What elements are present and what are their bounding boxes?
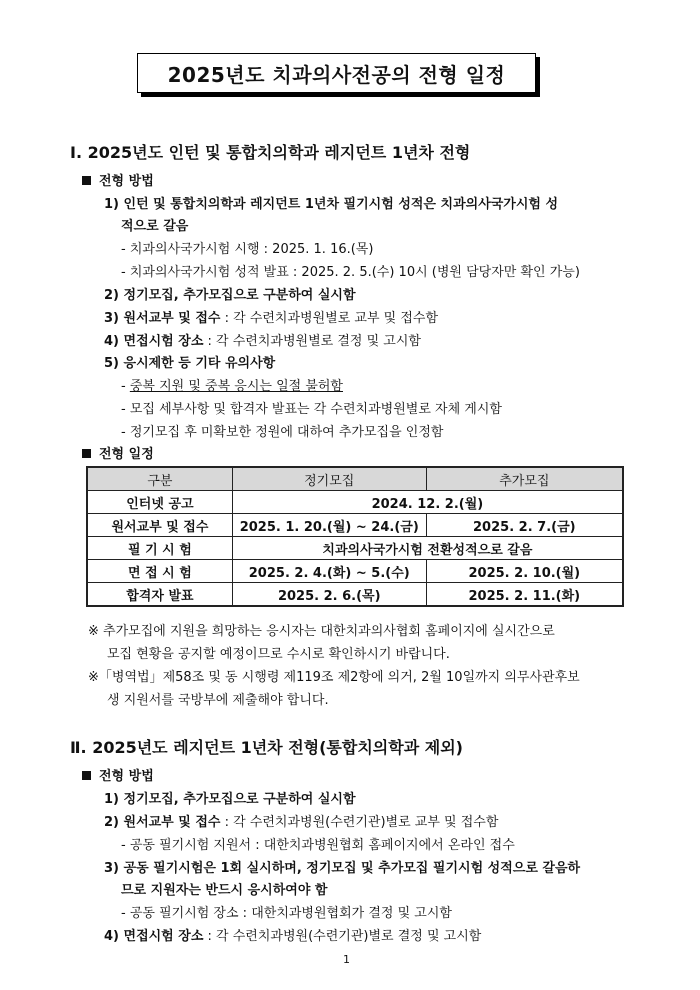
regular-cell: 2025. 2. 6.(목) (232, 583, 426, 607)
s1-item5-sub1: - 중복 지원 및 중복 응시는 일절 불허함 (121, 379, 343, 394)
table-row (87, 537, 623, 560)
merged-cell: 치과의사국가시험 전환성적으로 갈음 (232, 537, 623, 560)
section1-schedule-heading: 전형 일정 (82, 443, 154, 462)
table-header-cell: 추가모집 (426, 467, 623, 491)
row-label: 필 기 시 험 (87, 537, 232, 560)
s1-item2: 2) 정기모집, 추가모집으로 구분하여 실시함 (104, 288, 356, 303)
square-bullet-icon (82, 176, 91, 185)
row-label: 인터넷 공고 (87, 491, 232, 514)
s2-item1: 1) 정기모집, 추가모집으로 구분하여 실시함 (104, 792, 356, 807)
regular-cell: 2025. 1. 20.(월) ~ 24.(금) (232, 514, 426, 537)
s2-item4: 4) 면접시험 장소 : 각 수련치과병원(수련기관)별로 결정 및 고시함 (104, 929, 482, 944)
s1-item1-sub2: - 치과의사국가시험 성적 발표 : 2025. 2. 5.(수) 10시 (병원 담당자만 확인 가능) (121, 265, 580, 280)
row-label: 합격자 발표 (87, 583, 232, 607)
s1-item5-sub3: - 정기모집 후 미확보한 정원에 대하여 추가모집을 인정함 (121, 425, 444, 440)
note-1: ※ 추가모집에 지원을 희망하는 응시자는 대한치과의사협회 홈페이지에 실시간으로 모집 현황을 공지할 예정이므로 수시로 확인하시기 바랍니다. (88, 624, 555, 662)
s1-item1-line2: 적으로 갈음 (121, 219, 189, 234)
section1-heading: Ⅰ. 2025년도 인턴 및 통합치의학과 레지던트 1년차 전형 (70, 143, 471, 162)
s2-item2-sub: - 공동 필기시험 지원서 : 대한치과병원협회 홈페이지에서 온라인 접수 (121, 838, 515, 853)
additional-cell: 2025. 2. 10.(월) (426, 560, 623, 583)
document-title: 2025년도 치과의사전공의 전형 일정 (137, 53, 536, 93)
merged-cell: 2024. 12. 2.(월) (232, 491, 623, 514)
s2-item2: 2) 원서교부 및 접수 : 각 수련치과병원(수련기관)별로 교부 및 접수함 (104, 815, 499, 830)
s2-item3-sub: - 공동 필기시험 장소 : 대한치과병원협회가 결정 및 고시함 (121, 906, 452, 921)
page-number: 1 (343, 953, 350, 966)
s1-item4: 4) 면접시험 장소 : 각 수련치과병원별로 결정 및 고시함 (104, 334, 421, 349)
table-row (87, 514, 623, 537)
row-label: 원서교부 및 접수 (87, 514, 232, 537)
table-row (87, 560, 623, 583)
schedule-table (86, 466, 624, 607)
s1-item3: 3) 원서교부 및 접수 : 각 수련치과병원별로 교부 및 접수함 (104, 311, 439, 326)
s2-item3-line1: 3) 공동 필기시험은 1회 실시하며, 정기모집 및 추가모집 필기시험 성적으로 갈음하 (104, 861, 581, 876)
table-header-cell: 구분 (87, 467, 232, 491)
table-header-cell: 정기모집 (232, 467, 426, 491)
square-bullet-icon (82, 771, 91, 780)
table-row (87, 583, 623, 607)
section1-method-heading: 전형 방법 (82, 170, 154, 189)
section2-heading: Ⅱ. 2025년도 레지던트 1년차 전형(통합치의학과 제외) (70, 738, 463, 757)
s1-item5-sub2: - 모집 세부사항 및 합격자 발표는 각 수련치과병원별로 자체 게시함 (121, 402, 502, 417)
s1-item5: 5) 응시제한 등 기타 유의사항 (104, 356, 276, 371)
s2-item3-line2: 므로 지원자는 반드시 응시하여야 함 (121, 883, 328, 898)
section2-method-heading: 전형 방법 (82, 765, 154, 784)
row-label: 면 접 시 험 (87, 560, 232, 583)
square-bullet-icon (82, 449, 91, 458)
s1-item1-sub1: - 치과의사국가시험 시행 : 2025. 1. 16.(목) (121, 242, 374, 257)
additional-cell: 2025. 2. 7.(금) (426, 514, 623, 537)
note-2: ※「병역법」제58조 및 동 시행령 제119조 제2항에 의거, 2월 10일까지 의무사관후보 생 지원서를 국방부에 제출해야 합니다. (88, 670, 580, 708)
s1-item1-line1: 1) 인턴 및 통합치의학과 레지던트 1년차 필기시험 성적은 치과의사국가시험 성 (104, 197, 559, 212)
table-row (87, 491, 623, 514)
table-header-row (87, 467, 623, 491)
regular-cell: 2025. 2. 4.(화) ~ 5.(수) (232, 560, 426, 583)
additional-cell: 2025. 2. 11.(화) (426, 583, 623, 607)
title-box (137, 53, 542, 99)
